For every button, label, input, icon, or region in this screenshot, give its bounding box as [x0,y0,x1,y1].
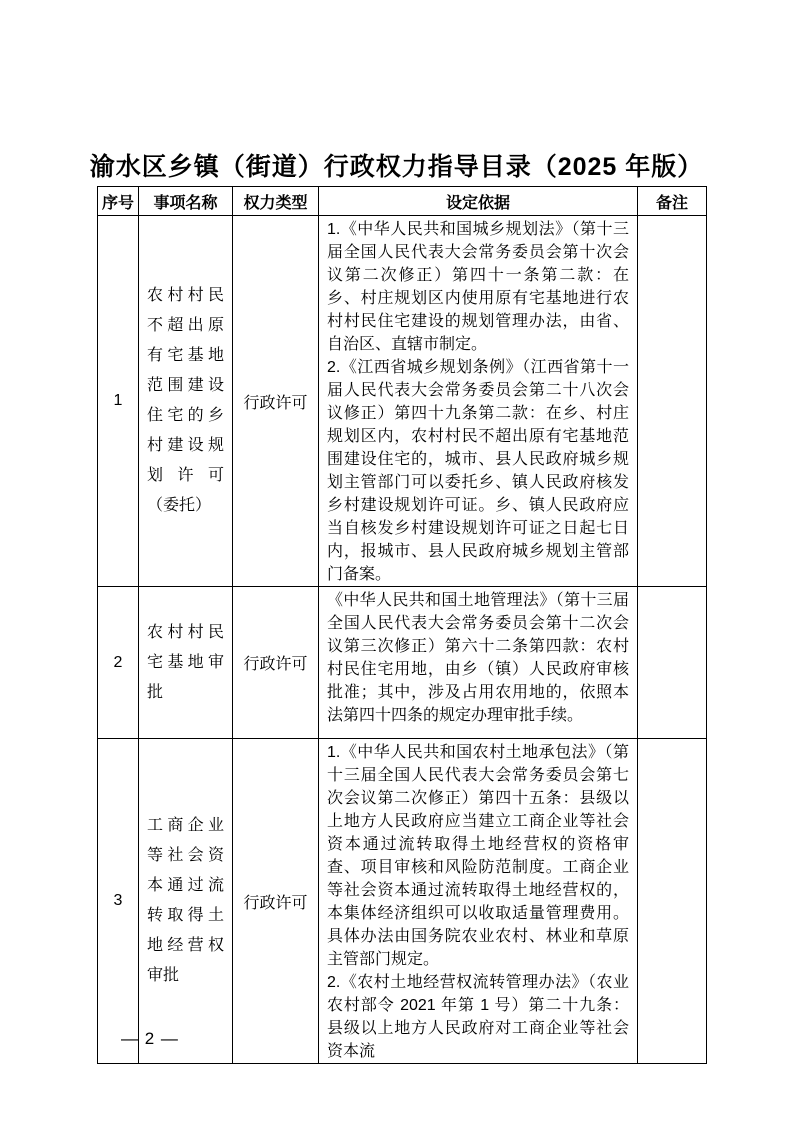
cell-item-name: 工商企业等社会资本通过流转取得土地经营权审批 [139,739,233,1064]
cell-remark [638,739,707,1064]
cell-power-type: 行政许可 [233,739,319,1064]
cell-index: 1 [98,216,139,587]
cell-index: 2 [98,587,139,739]
cell-power-type: 行政许可 [233,587,319,739]
col-header-basis: 设定依据 [319,187,638,216]
power-directory-table [97,186,707,1064]
cell-basis [319,216,638,587]
basis-paragraph: 2.《农村土地经营权流转管理办法》（农业农村部令 2021 年第 1 号）第二十九条：县级以上地方人民政府对工商企业等社会资本流 [327,974,629,1060]
cell-basis [319,739,638,1064]
table-row [98,739,707,1064]
cell-remark [638,216,707,587]
basis-paragraph: 1.《中华人民共和国农村土地承包法》（第十三届全国人民代表大会常务委员会第七次会议第二次修正）第四十五条：县级以上地方人民政府应当建立工商企业等社会资本通过流转取得土地经营权的资格审查、项目审核和风险防范制度。工商企业等社会资本通过流转取得土地经营权的，本集体经济组织可以收取适量管理费用。具体办法由国务院农业农村、林业和草原主管部门规定。 [327,744,629,968]
cell-index: 3 [98,739,139,1064]
cell-power-type: 行政许可 [233,216,319,587]
table-row [98,587,707,739]
basis-paragraph: 1.《中华人民共和国城乡规划法》（第十三届全国人民代表大会常务委员会第十次会议第二次修正）第四十一条第二款：在乡、村庄规划区内使用原有宅基地进行农村村民住宅建设的规划管理办法，由省、自治区、直辖市制定。 [327,221,629,353]
cell-remark [638,587,707,739]
page-number: — 2 — [121,1029,179,1048]
table-row [98,216,707,587]
col-header-power-type: 权力类型 [233,187,319,216]
cell-item-name: 农村村民不超出原有宅基地范围建设住宅的乡村建设规划许可（委托） [139,216,233,587]
col-header-index: 序号 [98,187,139,216]
col-header-remark: 备注 [638,187,707,216]
page-title: 渝水区乡镇（街道）行政权力指导目录（2025 年版） [89,153,704,181]
cell-basis [319,587,638,739]
col-header-item-name: 事项名称 [139,187,233,216]
basis-paragraph: 2.《江西省城乡规划条例》（江西省第十一届人民代表大会常务委员会第二十八次会议修正）第四十九条第二款：在乡、村庄规划区内，农村村民不超出原有宅基地范围建设住宅的，城市、县人民政府城乡规划主管部门可以委托乡、镇人民政府核发乡村建设规划许可证。乡、镇人民政府应当自核发乡村建设规划许可证之日起七日内，报城市、县人民政府城乡规划主管部门备案。 [327,359,629,583]
cell-item-name: 农村村民宅基地审批 [139,587,233,739]
table-header-row [98,187,707,216]
basis-paragraph: 《中华人民共和国土地管理法》（第十三届全国人民代表大会常务委员会第十二次会议第三次修正）第六十二条第四款：农村村民住宅用地，由乡（镇）人民政府审核批准；其中，涉及占用农用地的，依照本法第四十四条的规定办理审批手续。 [327,592,629,724]
